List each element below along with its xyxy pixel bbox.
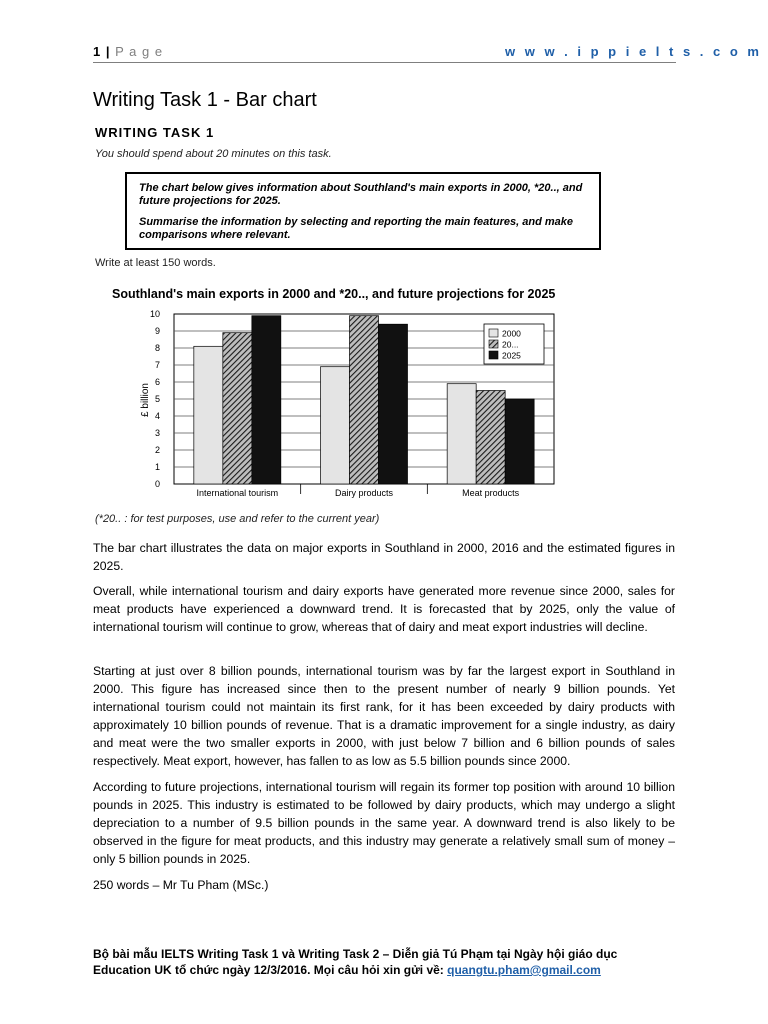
bar-20-0 — [223, 333, 252, 484]
essay-paragraph-3: Starting at just over 8 billion pounds, international tourism was by far the largest export in Southland in 2000. This figure has increased since then to the present number of nearly 9 billion pounds. Yet international tourism could not maintain its first rank, for it has been exceeded by dairy products with approximately 10 billion pounds of revenue. That is a dramatic improvement for a single industry, as dairy and meat were the two smaller exports in 2000, with just below 7 billion and 6 billion pounds of sales respectively. Meat export, however, has fallen to as low as 5.5 billion pounds since 2000. — [93, 664, 675, 768]
x-tick-label: International tourism — [196, 488, 279, 498]
legend-label: 2000 — [502, 328, 521, 339]
bar-2025-0 — [252, 316, 281, 484]
footer-line-1: Bộ bài mẫu IELTS Writing Task 1 và Writing Task 2 – Diễn giả Tú Phạm tại Ngày hội giáo dục — [93, 947, 618, 961]
bar-chart — [90, 280, 630, 512]
contact-email-link[interactable]: quangtu.pham@gmail.com — [447, 963, 601, 977]
bar-20-1 — [350, 316, 379, 484]
y-tick-label: 8 — [154, 343, 160, 353]
essay-signature: 250 words – Mr Tu Pham (MSc.) — [93, 878, 269, 892]
task-heading: WRITING TASK 1 — [95, 125, 215, 140]
document-title: Writing Task 1 - Bar chart — [93, 89, 317, 111]
y-tick-label: 2 — [154, 445, 160, 455]
chart-title: Southland's main exports in 2000 and *20.., and future projections for 2025 — [112, 287, 556, 301]
essay-paragraph-1: The bar chart illustrates the data on major exports in Southland in 2000, 2016 and the estimated figures in 2025. — [93, 541, 675, 573]
footer-line-2-text: Education UK tổ chức ngày 12/3/2016. Mọi câu hỏi xin gửi về: — [93, 963, 448, 977]
website-link[interactable]: w w w . i p p i e l t s . c o m — [505, 44, 762, 59]
page-label: P a g e — [115, 44, 164, 59]
bar-2000-2 — [447, 384, 476, 484]
legend-swatch — [489, 351, 498, 359]
legend-label: 20... — [502, 339, 519, 350]
y-tick-label: 9 — [154, 326, 160, 336]
task-prompt-2: Summarise the information by selecting and reporting the main features, and make comparisons where relevant. — [139, 216, 573, 241]
legend-label: 2025 — [502, 350, 521, 361]
page-number: 1 — [93, 44, 102, 59]
y-tick-label: 3 — [154, 428, 160, 438]
y-axis-label: £ billion — [140, 383, 151, 417]
legend-swatch — [489, 340, 498, 348]
task-min-words: Write at least 150 words. — [95, 257, 216, 269]
bar-2025-1 — [379, 324, 408, 484]
task-prompt-box — [125, 172, 601, 250]
y-tick-label: 4 — [154, 411, 160, 421]
page-footer — [93, 946, 683, 978]
task-prompt-1: The chart below gives information about Southland's main exports in 2000, *20.., and future projections for 2025. — [139, 182, 583, 207]
header-divider — [93, 62, 676, 63]
y-tick-label: 5 — [154, 394, 160, 404]
page-header-left — [93, 44, 163, 59]
bar-2025-2 — [505, 399, 534, 484]
y-tick-label: 10 — [149, 309, 160, 319]
page-separator: | — [105, 44, 111, 59]
bar-2000-1 — [321, 367, 350, 484]
y-tick-label: 0 — [154, 479, 160, 489]
essay-paragraph-4: According to future projections, international tourism will regain its former top position with around 10 billion pounds in 2025. This industry is estimated to be followed by dairy products, which may undergo a slight depreciation to a number of 9.5 billion pounds in the same year. A downward trend is also likely to be observed in the figure for meat products, and this industry may generate a relatively small sum of money –only 5 billion pounds in 2025. — [93, 780, 675, 866]
y-tick-label: 6 — [154, 377, 160, 387]
y-tick-label: 1 — [154, 462, 160, 472]
chart-footnote: (*20.. : for test purposes, use and refer to the current year) — [95, 513, 380, 525]
y-tick-label: 7 — [154, 360, 160, 370]
footer-line-2 — [93, 962, 683, 978]
x-tick-label: Meat products — [462, 488, 520, 498]
essay-paragraph-2: Overall, while international tourism and dairy exports have generated more revenue since 2000, sales for meat products have experienced a downward trend. It is forecasted that by 2025, only the value of international tourism will continue to grow, whereas that of dairy and meat export industries will decline. — [93, 584, 675, 634]
x-tick-label: Dairy products — [334, 488, 394, 498]
legend-swatch — [489, 329, 498, 337]
bar-20-2 — [476, 391, 505, 485]
bar-2000-0 — [194, 346, 223, 484]
task-time-note: You should spend about 20 minutes on this task. — [95, 148, 332, 160]
